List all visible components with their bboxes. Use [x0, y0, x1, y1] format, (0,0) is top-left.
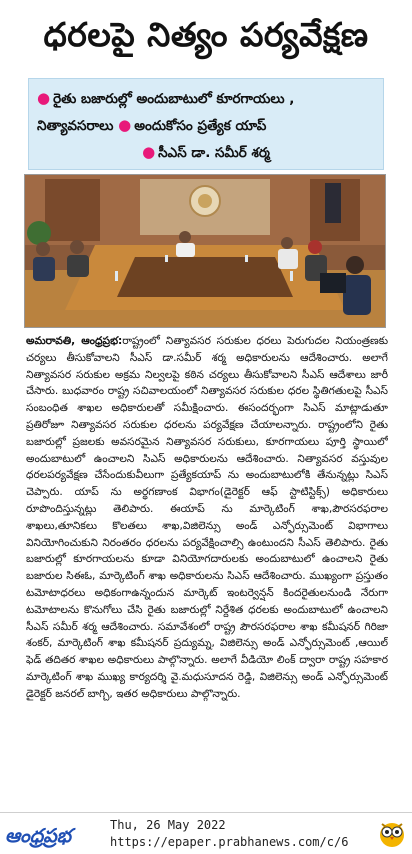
subheading-4: సీఎస్ డా. సమీర్ శర్మ: [158, 145, 270, 161]
owl-icon: [378, 818, 406, 852]
edition-date: Thu, 26 May 2022: [110, 818, 226, 832]
edition-url[interactable]: https://epaper.prabhanews.com/c/6: [110, 835, 349, 849]
headline: ధరలపై నిత్యం పర్యవేక్షణ: [43, 14, 369, 54]
subheading-line-3: [37, 139, 375, 166]
footer-meta: [110, 817, 378, 851]
bullet-icon: ●: [37, 89, 51, 107]
subheading-3: అందుకోసం ప్రత్యేక యాప్: [134, 118, 267, 134]
article-dateline: అమరావతి, ఆంధ్రప్రభ:: [26, 335, 123, 347]
subheading-box: [28, 78, 384, 170]
bullet-icon: ●: [118, 116, 132, 134]
footer-bar: [0, 812, 412, 854]
subheading-2: నిత్యావసరాలు: [37, 118, 114, 134]
subheading-line-1: [37, 85, 375, 112]
bullet-icon: ●: [142, 143, 156, 161]
newspaper-logo: ఆంధ్రప్రభ: [5, 825, 71, 847]
subheading-line-2: [37, 112, 375, 139]
meeting-photo: [24, 174, 386, 328]
article-text: రాష్ట్రంలో నిత్యావసర సరుకుల ధరలు పెరుగుదల నియంత్రణకు చర్యలు తీసుకోవాలని సీఎస్ డా.సమీర్ శర్మ అధికారులను ఆదేశించారు. అలాగే నిత్యావసర సరుకుల అక్రమ నిల్వలపై కఠిన చర్యలు తీసుకోవాలని సీఎస్ ఆదేశాలు జారీ చేసారు. బుధవారం రాష్ట్ర సచివాలయంలో నిత్యావసర సరుకుల ధరల స్థితిగతులపై సీఎస్ సంబంధిత శాఖల అధికారులతో సమీక్షించారు. ఈసందర్భంగా సిఎస్ మాట్లాడుతూ ప్రతిరోజూ నిత్యావసర సరుకుల ధరలను పర్యవేక్షణ చేయాలన్నారు. రాష్ట్రంలోని రైతు బజారుల్లో ప్రజలకు అవసరమైన నిత్యావసర సరుకులు, కూరగాయలు పూర్తి స్థాయిలో అందుబాటులో ఉంచాలని సిఎస్ అధికారులను ఆదేశించారు. నిత్యావసర వస్తువుల ధరలపర్యవేక్షణ చేసేందుకువీలుగా ప్రత్యేకయాప్ ను అందుబాటులోకి తేనున్నట్లు సిఎస్ చెప్పారు. యాప్ ను అర్థగణాంక విభాగం(డైరెక్టర్ ఆఫ్ స్టాటిస్టిక్స్) అధికారులు రూపొందిస్తున్నట్లు తెలిపారు. ఈయాప్ ను మార్కెటింగ్ శాఖ,పౌరసరఫరాల శాఖలు,తూనికలు కొలతలు శాఖ,విజిలెన్సు అండ్ ఎన్ఫోర్సుమెంట్ విభాగాలు వినియోగించుకుని నిరంతరం ధరలను పర్యవేక్షించాల్సి ఉంటుందని సీఎస్ తెలిపారు. రైతు బజారుల్లో కూరగాయలను కూడా వినియోగదారులకు అందుబాటులో ఉంచాలని రైతు బజారుల సిఈఓ, మార్కెటింగ్ శాఖ అధికారులను సిఎస్ ఆదేశించారు. ముఖ్యంగా ప్రస్తుతం టమోటాధరలు అధికంగాఉన్నందున మార్కెట్ ఇంటర్వెన్షన్ కిందరైతులనుండి నేరుగా టమోటాలను కొనుగోలు చేసి రైతు బజారుల్లో నిర్దేశిత ధరలకు అందుబాటులో ఉంచాలని సీఎస్ సమీర్ శర్మ ఆదేశించారు. సమావేశంలో రాష్ట్ర పౌరసరఫరాల శాఖ కమీషనర్ గిరిజా శంకర్, మార్కెటింగ్ శాఖ కమీషనర్ ప్రద్యుమ్న, విజిలెన్సు అండ్ ఎన్ఫోర్సుమెంట్ ,ఆయిల్ ఫెడ్ తదితర శాఖల అధికారులు పాల్గొన్నారు. అలాగే వీడియో లింక్ ద్వారా రాష్ట్ర సహకార మార్కెటింగ్ శాఖ ముఖ్య కార్యదర్శి వై.మధుసూదన రెడ్డి, విజిలెన్సు అండ్ ఎన్ఫోర్సుమెంట్ డైరెక్టర్ జనరల్ బాగ్చి, ఇతర అధికారులు పాల్గొన్నారు.: [26, 335, 388, 700]
article-body: [26, 333, 388, 811]
subheading-1: రైతు బజారుల్లో అందుబాటులో కూరగాయలు ,: [53, 91, 295, 107]
